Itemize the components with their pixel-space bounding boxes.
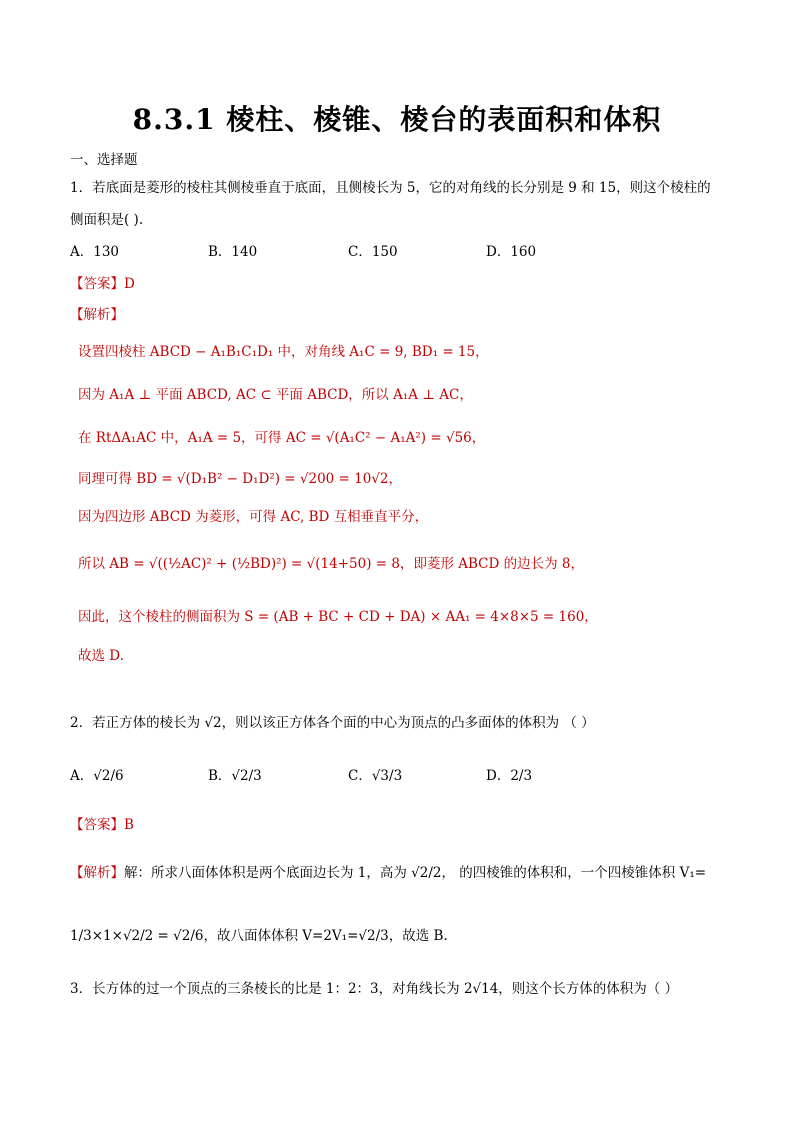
q2-stem: 2．若正方体的棱长为 √2，则以该正方体各个面的中心为顶点的凸多面体的体积为 （ ） [70, 715, 595, 731]
q1-step-1: 设置四棱柱 ABCD − A₁B₁C₁D₁ 中，对角线 A₁C = 9, BD₁ = 15， [78, 344, 489, 360]
q1-answer [70, 272, 135, 292]
q1-answer-label: 【答案】 [70, 276, 124, 292]
q2-option-a: A．√2/6 [70, 768, 124, 784]
q1-option-a: A．130 [70, 244, 120, 260]
q1-step-6a: 所以 AB = √((½AC)² + (½BD)²) = √(14+50) = 8， [78, 556, 414, 572]
q1-answer-value: D [124, 276, 135, 292]
q1-step-6b: 即菱形 ABCD 的边长为 8， [413, 556, 584, 572]
q2-answer-value: B [124, 817, 134, 833]
q1-step-2: 因为 A₁A ⊥ 平面 ABCD, AC ⊂ 平面 ABCD，所以 A₁A ⊥ AC， [78, 387, 473, 403]
q2-analysis-line2: 1/3×1×√2/2 = √2/6，故八面体体积 V=2V₁=√2/3，故选 B. [70, 928, 448, 944]
q2-analysis-line1 [70, 861, 706, 881]
q2-option-c: C．√3/3 [348, 768, 403, 784]
q1-analysis-label: 【解析】 [70, 307, 124, 323]
q1-stem-line2: 侧面积是( ). [70, 212, 144, 228]
q2-answer [70, 813, 134, 833]
page-title: 8.3.1 棱柱、棱锥、棱台的表面积和体积 [132, 103, 662, 136]
q1-step-4: 同理可得 BD = √(D₁B² − D₁D²) = √200 = 10√2， [78, 471, 403, 487]
q1-option-b: B．140 [208, 244, 258, 260]
q1-step-6 [78, 552, 584, 572]
q1-option-d: D．160 [486, 244, 537, 260]
q3-stem: 3．长方体的过一个顶点的三条棱长的比是 1：2：3，对角线长为 2√14，则这个长方体的体积为（ ） [70, 981, 679, 997]
q2-analysis-text1: 解：所求八面体体积是两个底面边长为 1，高为 √2/2， 的四棱锥的体积和，一个四棱锥体积 V₁= [124, 865, 707, 881]
q1-step-7: 因此，这个棱柱的侧面积为 S = (AB + BC + CD + DA) × AA₁ = 4×8×5 = 160， [78, 609, 598, 625]
q2-analysis-label: 【解析】 [70, 865, 124, 881]
q1-step-3: 在 RtΔA₁AC 中，A₁A = 5，可得 AC = √(A₁C² − A₁A²) = √56， [78, 430, 486, 446]
section-heading: 一、选择题 [70, 152, 138, 168]
q1-step-5: 因为四边形 ABCD 为菱形，可得 AC, BD 互相垂直平分， [78, 509, 429, 525]
q1-stem-line1: 1．若底面是菱形的棱柱其侧棱垂直于底面，且侧棱长为 5，它的对角线的长分别是 9 和 15，则这个棱柱的 [70, 180, 711, 196]
q1-option-c: C．150 [348, 244, 398, 260]
q1-step-8: 故选 D. [78, 648, 124, 664]
q2-option-b: B．√2/3 [208, 768, 262, 784]
q2-option-d: D．2/3 [486, 768, 533, 784]
q2-answer-label: 【答案】 [70, 817, 124, 833]
